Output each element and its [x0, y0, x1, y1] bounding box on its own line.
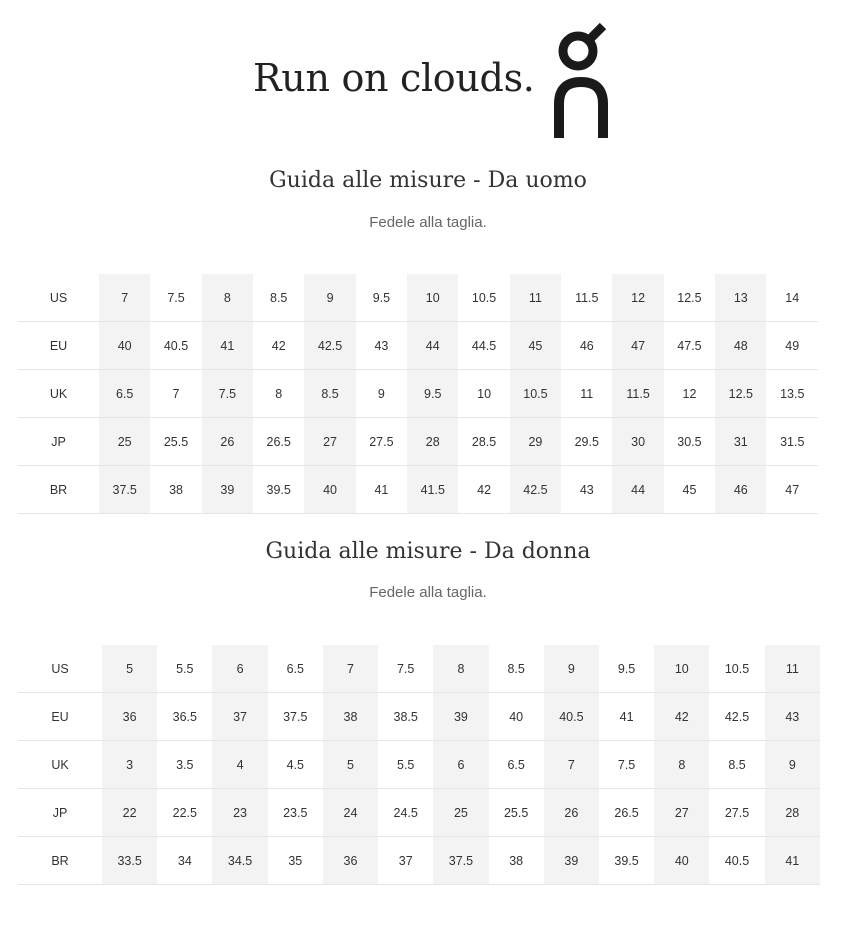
size-cell: 25 — [433, 789, 488, 837]
size-cell: 36 — [323, 837, 378, 885]
size-cell: 46 — [561, 322, 612, 370]
size-cell: 9 — [304, 274, 355, 322]
size-cell: 8.5 — [489, 645, 544, 693]
size-cell: 5 — [323, 741, 378, 789]
men-size-guide-subtitle: Fedele alla taglia. — [369, 214, 487, 231]
size-cell: 4 — [212, 741, 267, 789]
size-cell: 44.5 — [458, 322, 509, 370]
size-cell: 29 — [510, 418, 561, 466]
size-cell: 12.5 — [664, 274, 715, 322]
size-cell: 30.5 — [664, 418, 715, 466]
size-cell: 7 — [150, 370, 201, 418]
row-label-us: US — [18, 274, 99, 322]
row-label-uk: UK — [18, 370, 99, 418]
size-cell: 29.5 — [561, 418, 612, 466]
size-cell: 24 — [323, 789, 378, 837]
size-cell: 14 — [766, 274, 818, 322]
table-row — [18, 466, 818, 514]
men-size-guide-title: Guida alle misure - Da uomo — [269, 168, 587, 193]
size-cell: 26.5 — [599, 789, 654, 837]
size-cell: 8 — [654, 741, 709, 789]
brand-tagline: Run on clouds. — [253, 56, 535, 100]
size-cell: 26.5 — [253, 418, 304, 466]
size-cell: 23.5 — [268, 789, 323, 837]
size-cell: 41.5 — [407, 466, 458, 514]
size-cell: 6 — [433, 741, 488, 789]
size-cell: 25.5 — [489, 789, 544, 837]
size-cell: 39 — [202, 466, 253, 514]
size-cell: 30 — [612, 418, 663, 466]
size-cell: 37 — [378, 837, 433, 885]
table-row — [18, 418, 818, 466]
size-cell: 38.5 — [378, 693, 433, 741]
size-cell: 38 — [489, 837, 544, 885]
size-cell: 43 — [356, 322, 407, 370]
size-cell: 8 — [253, 370, 304, 418]
size-cell: 7 — [99, 274, 150, 322]
size-cell: 6.5 — [99, 370, 150, 418]
size-cell: 25.5 — [150, 418, 201, 466]
size-cell: 8 — [202, 274, 253, 322]
size-cell: 37.5 — [99, 466, 150, 514]
size-cell: 41 — [202, 322, 253, 370]
table-row — [18, 741, 820, 789]
row-label-eu: EU — [18, 693, 102, 741]
size-cell: 9.5 — [407, 370, 458, 418]
size-cell: 11.5 — [612, 370, 663, 418]
women-size-table — [18, 645, 820, 885]
size-cell: 12 — [612, 274, 663, 322]
size-cell: 37.5 — [433, 837, 488, 885]
size-cell: 8 — [433, 645, 488, 693]
size-cell: 35 — [268, 837, 323, 885]
size-cell: 42 — [458, 466, 509, 514]
size-cell: 26 — [202, 418, 253, 466]
size-cell: 3.5 — [157, 741, 212, 789]
size-cell: 42.5 — [510, 466, 561, 514]
size-cell: 12.5 — [715, 370, 766, 418]
size-cell: 11 — [561, 370, 612, 418]
size-cell: 11.5 — [561, 274, 612, 322]
size-cell: 7.5 — [150, 274, 201, 322]
size-cell: 7.5 — [378, 645, 433, 693]
size-cell: 28 — [407, 418, 458, 466]
size-cell: 28.5 — [458, 418, 509, 466]
size-cell: 9 — [544, 645, 599, 693]
size-cell: 27 — [304, 418, 355, 466]
size-cell: 13.5 — [766, 370, 818, 418]
size-cell: 5.5 — [157, 645, 212, 693]
row-label-jp: JP — [18, 789, 102, 837]
size-cell: 10.5 — [458, 274, 509, 322]
size-cell: 8.5 — [253, 274, 304, 322]
table-row — [18, 645, 820, 693]
size-cell: 42.5 — [709, 693, 764, 741]
size-cell: 5 — [102, 645, 157, 693]
row-label-eu: EU — [18, 322, 99, 370]
size-cell: 37 — [212, 693, 267, 741]
size-cell: 39.5 — [253, 466, 304, 514]
size-cell: 27 — [654, 789, 709, 837]
size-cell: 38 — [323, 693, 378, 741]
size-cell: 10.5 — [709, 645, 764, 693]
size-cell: 11 — [510, 274, 561, 322]
row-label-jp: JP — [18, 418, 99, 466]
size-cell: 26 — [544, 789, 599, 837]
size-cell: 42 — [253, 322, 304, 370]
size-cell: 9 — [356, 370, 407, 418]
size-cell: 8.5 — [304, 370, 355, 418]
size-cell: 31.5 — [766, 418, 818, 466]
size-cell: 34 — [157, 837, 212, 885]
women-size-guide-subtitle: Fedele alla taglia. — [369, 584, 487, 601]
size-cell: 40 — [654, 837, 709, 885]
size-cell: 27.5 — [709, 789, 764, 837]
size-cell: 40 — [489, 693, 544, 741]
size-cell: 40.5 — [544, 693, 599, 741]
size-cell: 6.5 — [489, 741, 544, 789]
row-label-uk: UK — [18, 741, 102, 789]
size-cell: 37.5 — [268, 693, 323, 741]
size-cell: 27.5 — [356, 418, 407, 466]
row-label-br: BR — [18, 466, 99, 514]
men-size-table — [18, 274, 818, 514]
table-row — [18, 274, 818, 322]
size-cell: 24.5 — [378, 789, 433, 837]
size-cell: 40.5 — [150, 322, 201, 370]
size-cell: 39 — [433, 693, 488, 741]
size-cell: 12 — [664, 370, 715, 418]
size-cell: 45 — [664, 466, 715, 514]
size-cell: 41 — [765, 837, 820, 885]
size-cell: 7 — [544, 741, 599, 789]
table-row — [18, 693, 820, 741]
size-cell: 47.5 — [664, 322, 715, 370]
size-cell: 7.5 — [202, 370, 253, 418]
size-cell: 34.5 — [212, 837, 267, 885]
size-cell: 3 — [102, 741, 157, 789]
on-logo-icon — [553, 20, 609, 140]
size-cell: 25 — [99, 418, 150, 466]
size-cell: 40 — [99, 322, 150, 370]
size-cell: 6 — [212, 645, 267, 693]
size-cell: 10 — [654, 645, 709, 693]
size-cell: 41 — [599, 693, 654, 741]
row-label-br: BR — [18, 837, 102, 885]
size-cell: 48 — [715, 322, 766, 370]
size-cell: 4.5 — [268, 741, 323, 789]
size-cell: 36.5 — [157, 693, 212, 741]
row-label-us: US — [18, 645, 102, 693]
size-cell: 31 — [715, 418, 766, 466]
size-cell: 7 — [323, 645, 378, 693]
size-cell: 41 — [356, 466, 407, 514]
table-row — [18, 322, 818, 370]
size-cell: 40 — [304, 466, 355, 514]
size-cell: 10 — [407, 274, 458, 322]
size-cell: 9 — [765, 741, 820, 789]
size-cell: 22.5 — [157, 789, 212, 837]
size-cell: 13 — [715, 274, 766, 322]
size-cell: 46 — [715, 466, 766, 514]
size-cell: 36 — [102, 693, 157, 741]
size-cell: 9.5 — [356, 274, 407, 322]
size-cell: 10 — [458, 370, 509, 418]
size-cell: 44 — [612, 466, 663, 514]
brand-header — [0, 0, 856, 150]
size-cell: 6.5 — [268, 645, 323, 693]
size-cell: 47 — [612, 322, 663, 370]
size-cell: 9.5 — [599, 645, 654, 693]
table-row — [18, 789, 820, 837]
size-cell: 22 — [102, 789, 157, 837]
size-cell: 49 — [766, 322, 818, 370]
size-cell: 47 — [766, 466, 818, 514]
size-cell: 39.5 — [599, 837, 654, 885]
size-cell: 7.5 — [599, 741, 654, 789]
size-cell: 40.5 — [709, 837, 764, 885]
size-cell: 44 — [407, 322, 458, 370]
size-cell: 10.5 — [510, 370, 561, 418]
size-cell: 23 — [212, 789, 267, 837]
table-row — [18, 370, 818, 418]
size-cell: 33.5 — [102, 837, 157, 885]
size-cell: 42.5 — [304, 322, 355, 370]
size-cell: 42 — [654, 693, 709, 741]
size-cell: 8.5 — [709, 741, 764, 789]
size-cell: 28 — [765, 789, 820, 837]
size-cell: 5.5 — [378, 741, 433, 789]
size-cell: 43 — [765, 693, 820, 741]
size-cell: 45 — [510, 322, 561, 370]
table-row — [18, 837, 820, 885]
women-size-guide-title: Guida alle misure - Da donna — [265, 539, 591, 564]
size-cell: 39 — [544, 837, 599, 885]
size-cell: 38 — [150, 466, 201, 514]
size-cell: 43 — [561, 466, 612, 514]
size-cell: 11 — [765, 645, 820, 693]
